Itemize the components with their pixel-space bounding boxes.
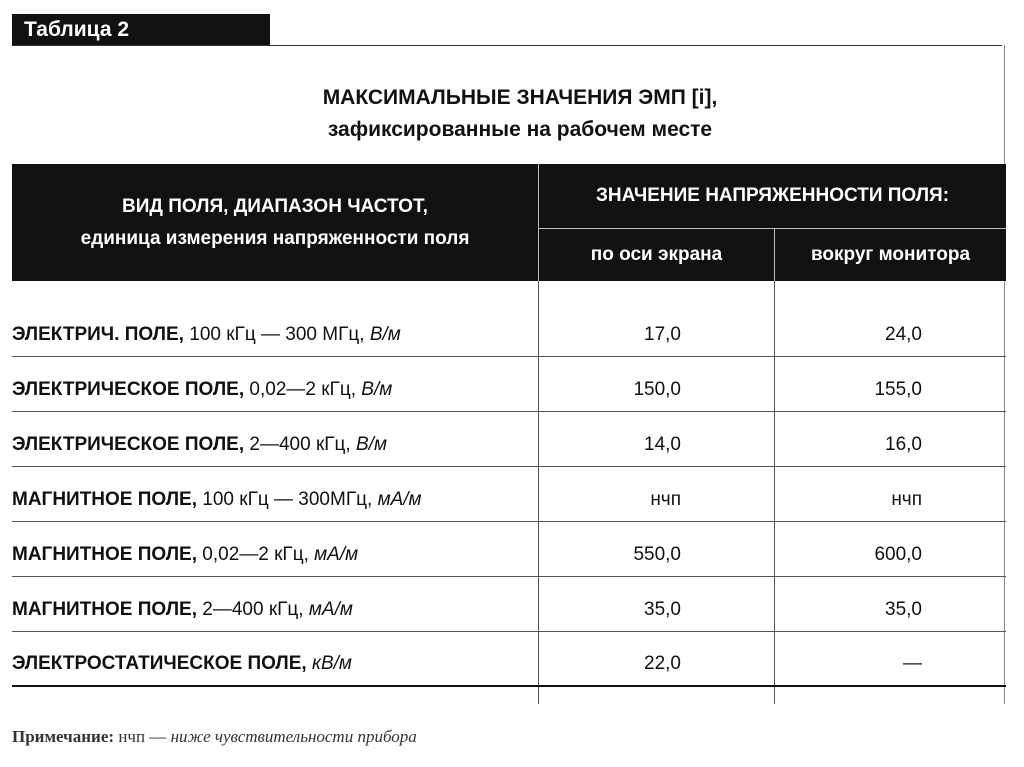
value-around-monitor: 24,0	[885, 324, 922, 345]
value-around-monitor: 16,0	[885, 434, 922, 455]
field-cell	[12, 544, 358, 566]
field-cell	[12, 653, 352, 675]
value-around-monitor: 600,0	[874, 544, 922, 565]
value-screen-axis: 17,0	[644, 324, 681, 345]
value-screen-axis: 22,0	[644, 653, 681, 674]
value-screen-axis: нчп	[650, 489, 681, 510]
table-subtitle: зафиксированные на рабочем месте	[327, 118, 713, 141]
field-name: ЭЛЕКТРИЧЕСКОЕ ПОЛЕ,	[12, 379, 245, 400]
header-around-monitor: вокруг монитора	[810, 244, 971, 265]
value-around-monitor: нчп	[891, 489, 922, 510]
value-screen-axis: 150,0	[633, 379, 681, 400]
header-screen-axis: по оси экрана	[590, 244, 723, 265]
field-range: 100 кГц — 300МГц,	[197, 489, 378, 510]
table-row	[12, 281, 1006, 357]
field-range: 2—400 кГц,	[197, 599, 309, 620]
table-row	[12, 412, 1006, 467]
field-cell	[12, 324, 401, 346]
table-row	[12, 357, 1006, 412]
header-value-group: ЗНАЧЕНИЕ НАПРЯЖЕННОСТИ ПОЛЯ:	[595, 185, 950, 206]
value-screen-axis: 14,0	[644, 434, 681, 455]
note-label: Примечание:	[12, 727, 115, 746]
header-field-type-line1: ВИД ПОЛЯ, ДИАПАЗОН ЧАСТОТ,	[122, 195, 428, 217]
field-unit: мА/м	[308, 599, 353, 620]
field-name: МАГНИТНОЕ ПОЛЕ,	[12, 599, 197, 620]
field-range: 100 кГц — 300 МГц,	[183, 324, 370, 345]
field-unit: мА/м	[377, 489, 422, 510]
note-text: ниже чувствительности прибора	[170, 727, 417, 746]
header-field-type	[12, 164, 538, 281]
value-screen-axis: 550,0	[633, 544, 681, 565]
field-cell	[12, 434, 387, 456]
field-cell	[12, 599, 353, 621]
field-range: 0,02—2 кГц,	[197, 544, 315, 565]
divider	[12, 45, 1002, 46]
table-row	[12, 467, 1006, 522]
table-title: МАКСИМАЛЬНЫЕ ЗНАЧЕНИЯ ЭМП [i],	[322, 86, 718, 109]
value-screen-axis: 35,0	[644, 599, 681, 620]
field-name: МАГНИТНОЕ ПОЛЕ,	[12, 489, 197, 510]
field-unit: кВ/м	[311, 653, 352, 674]
value-around-monitor: —	[903, 653, 922, 674]
value-around-monitor: 155,0	[874, 379, 922, 400]
table-note	[12, 727, 417, 747]
note-abbr: нчп —	[114, 727, 171, 746]
field-range: 2—400 кГц,	[244, 434, 356, 455]
table-row	[12, 522, 1006, 577]
field-cell	[12, 489, 422, 511]
field-name: МАГНИТНОЕ ПОЛЕ,	[12, 544, 197, 565]
header-field-type-line2: единица измерения напряженности поля	[80, 227, 470, 249]
field-range: 0,02—2 кГц,	[244, 379, 362, 400]
value-around-monitor: 35,0	[885, 599, 922, 620]
field-unit: мА/м	[314, 544, 359, 565]
field-unit: В/м	[361, 379, 393, 400]
table-header	[12, 164, 1006, 281]
field-cell	[12, 379, 392, 401]
table-row	[12, 632, 1006, 687]
field-name: ЭЛЕКТРИЧ. ПОЛЕ,	[12, 324, 184, 345]
field-name: ЭЛЕКТРОСТАТИЧЕСКОЕ ПОЛЕ,	[12, 653, 307, 674]
field-unit: В/м	[356, 434, 387, 455]
table-body	[12, 281, 1006, 687]
field-name: ЭЛЕКТРИЧЕСКОЕ ПОЛЕ,	[12, 434, 245, 455]
field-unit: В/м	[369, 324, 401, 345]
table-row	[12, 577, 1006, 632]
table-tag: Таблица 2	[12, 14, 270, 46]
